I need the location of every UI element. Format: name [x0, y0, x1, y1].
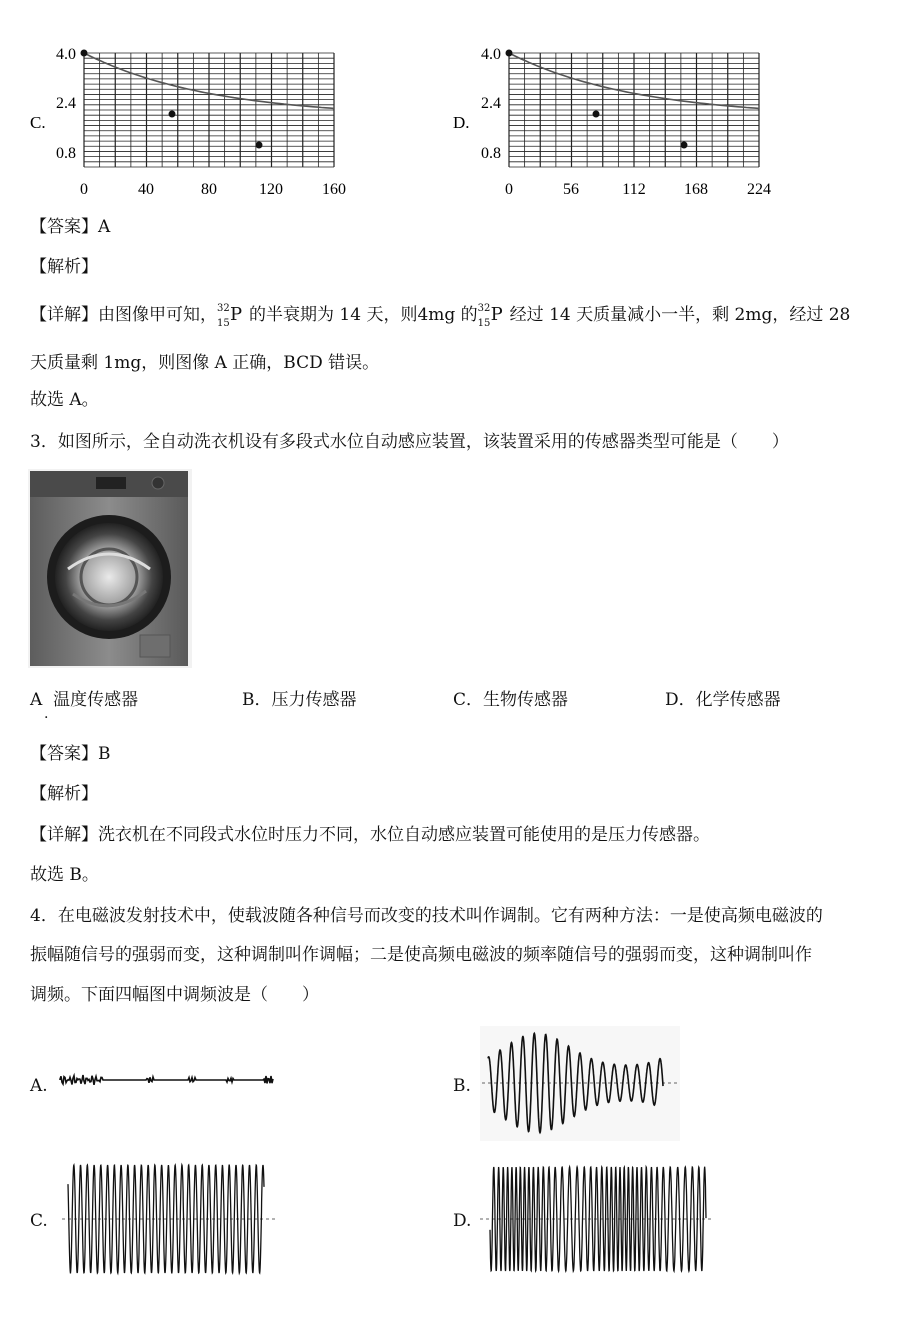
data-point	[169, 111, 176, 118]
dot-mark: .	[44, 706, 49, 722]
option-label: C.	[30, 113, 46, 132]
y-tick: 0.8	[56, 145, 76, 162]
option-a-label[interactable]: A.	[30, 1076, 48, 1096]
question-4-stem-line3: 调频。下面四幅图中调频波是（ ）	[30, 985, 319, 1005]
x-tick: 160	[322, 181, 346, 198]
x-tick: 120	[259, 181, 283, 198]
data-point	[256, 142, 263, 149]
detail-tag: 【详解】	[30, 305, 98, 325]
x-tick: 224	[747, 181, 771, 198]
answer-q3: 【答案】B	[30, 744, 111, 764]
chart-d	[430, 40, 800, 205]
data-point	[506, 50, 513, 57]
y-tick: 2.4	[481, 95, 501, 112]
option-label: D.	[453, 113, 470, 132]
question-4-stem-line2: 振幅随信号的强弱而变，这种调制叫作调幅；二是使高频电磁波的频率随信号的强弱而变，这种调制叫作	[30, 945, 812, 965]
x-tick: 112	[622, 181, 646, 198]
y-tick: 4.0	[56, 46, 76, 63]
wave-b	[480, 1026, 680, 1141]
washing-machine-image	[28, 469, 192, 668]
option-d[interactable]: D．化学传感器	[665, 690, 781, 710]
choose-q3: 故选 B。	[30, 865, 99, 885]
detail-q3: 【详解】洗衣机在不同段式水位时压力不同，水位自动感应装置可能使用的是压力传感器。	[30, 825, 710, 845]
wave-a	[58, 1065, 278, 1095]
data-point	[681, 142, 688, 149]
x-tick: 56	[563, 181, 579, 198]
wave-c	[62, 1160, 276, 1280]
option-b-label[interactable]: B.	[453, 1076, 471, 1096]
answer-q2: 【答案】A	[30, 217, 111, 237]
x-tick: 0	[505, 181, 513, 198]
question-4-stem-line1: 4．在电磁波发射技术中，使载波随各种信号而改变的技术叫作调制。它有两种方法：一是使高频电磁波的	[30, 906, 823, 926]
isotope-p32: 32 15 P	[477, 303, 503, 329]
data-point	[81, 50, 88, 57]
chart-c	[0, 40, 420, 205]
x-tick: 80	[201, 181, 217, 198]
y-tick: 2.4	[56, 95, 76, 112]
option-a[interactable]: A 温度传感器	[30, 690, 139, 710]
option-d-label[interactable]: D.	[453, 1211, 472, 1231]
question-3-stem: 3．如图所示，全自动洗衣机设有多段式水位自动感应装置，该装置采用的传感器类型可能是（ ）	[30, 432, 789, 452]
option-b[interactable]: B．压力传感器	[242, 690, 357, 710]
x-tick: 40	[138, 181, 154, 198]
detail-text: 经过 14 天质量减小一半，剩 2mg，经过 28	[509, 305, 851, 325]
choose-q2: 故选 A。	[30, 390, 99, 410]
analysis-q2: 【解析】	[30, 257, 98, 277]
x-tick: 0	[80, 181, 88, 198]
option-c[interactable]: C．生物传感器	[453, 690, 569, 710]
y-tick: 0.8	[481, 145, 501, 162]
y-tick: 4.0	[481, 46, 501, 63]
detail-text: 的半衰期为 14 天，则4mg 的	[249, 305, 478, 325]
data-point	[593, 111, 600, 118]
wave-d	[480, 1160, 712, 1280]
detail-q2	[30, 303, 851, 329]
option-c-label[interactable]: C.	[30, 1211, 48, 1231]
detail-text: 由图像甲可知，	[98, 305, 217, 325]
isotope-p32: 32 15 P	[217, 303, 243, 329]
analysis-q3: 【解析】	[30, 784, 98, 804]
detail-q2-line2: 天质量剩 1mg，则图像 A 正确，BCD 错误。	[30, 353, 380, 373]
x-tick: 168	[684, 181, 708, 198]
